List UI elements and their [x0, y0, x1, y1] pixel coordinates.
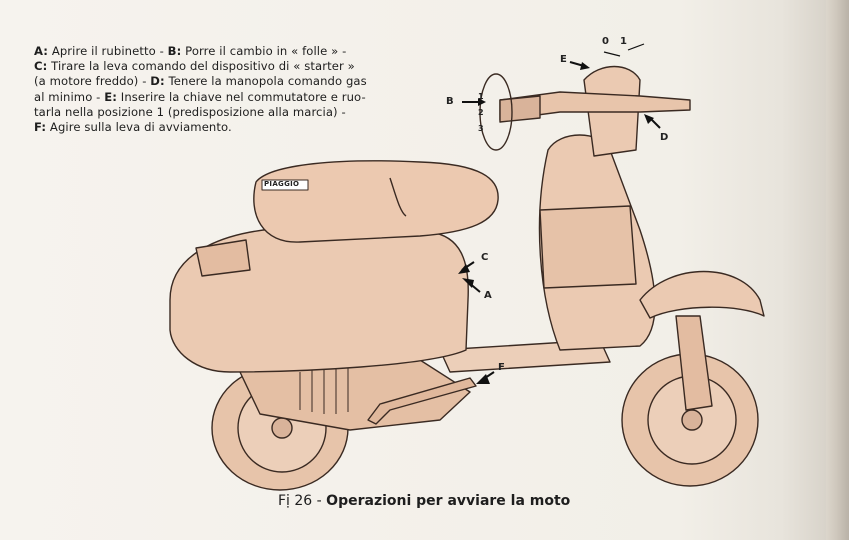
callout-key-1: 1: [620, 36, 627, 47]
front-mudguard: [640, 272, 764, 319]
step-text: Tenere la manopola comando gas: [164, 74, 367, 89]
step-text: Inserire la chiave nel commutatore e ruo-: [117, 89, 366, 104]
glovebox: [540, 206, 636, 288]
callout-gear-1: 1: [478, 92, 484, 101]
figure-number: Fị 26 -: [278, 493, 322, 509]
callout-gear-3: 3: [478, 124, 484, 133]
callout-b: B: [446, 96, 454, 107]
callout-key-0: 0: [602, 36, 609, 47]
piaggio-badge: PIAGGIO: [264, 180, 300, 188]
callout-d: D: [660, 132, 669, 143]
callout-gear-2: 2: [478, 108, 484, 117]
step-label: E:: [104, 89, 118, 104]
rear-light: [196, 240, 250, 276]
callout-a: A: [484, 290, 492, 301]
step-label: B:: [167, 44, 182, 58]
step-text: Porre il cambio in « folle » -: [181, 44, 347, 58]
step-label: F:: [34, 120, 47, 135]
figure-title: Operazioni per avviare la moto: [326, 493, 571, 509]
step-label: D:: [150, 74, 165, 89]
callout-f: F: [498, 362, 505, 373]
figure-caption: [278, 493, 570, 509]
callout-e: E: [560, 54, 567, 65]
step-text: tarla nella posizione 1 (predisposizione alla marcia) -: [34, 104, 346, 119]
step-label: C:: [34, 59, 48, 74]
step-text: (a motore freddo) -: [34, 74, 151, 89]
step-text: al minimo -: [34, 89, 105, 104]
step-text: Tirare la leva comando del dispositivo di « starter »: [47, 59, 355, 74]
callout-c: C: [481, 252, 489, 263]
step-label: A:: [34, 44, 49, 58]
step-text: Agire sulla leva di avviamento.: [46, 120, 232, 135]
step-text: Aprire il rubinetto -: [48, 44, 168, 58]
seat: [254, 161, 498, 242]
